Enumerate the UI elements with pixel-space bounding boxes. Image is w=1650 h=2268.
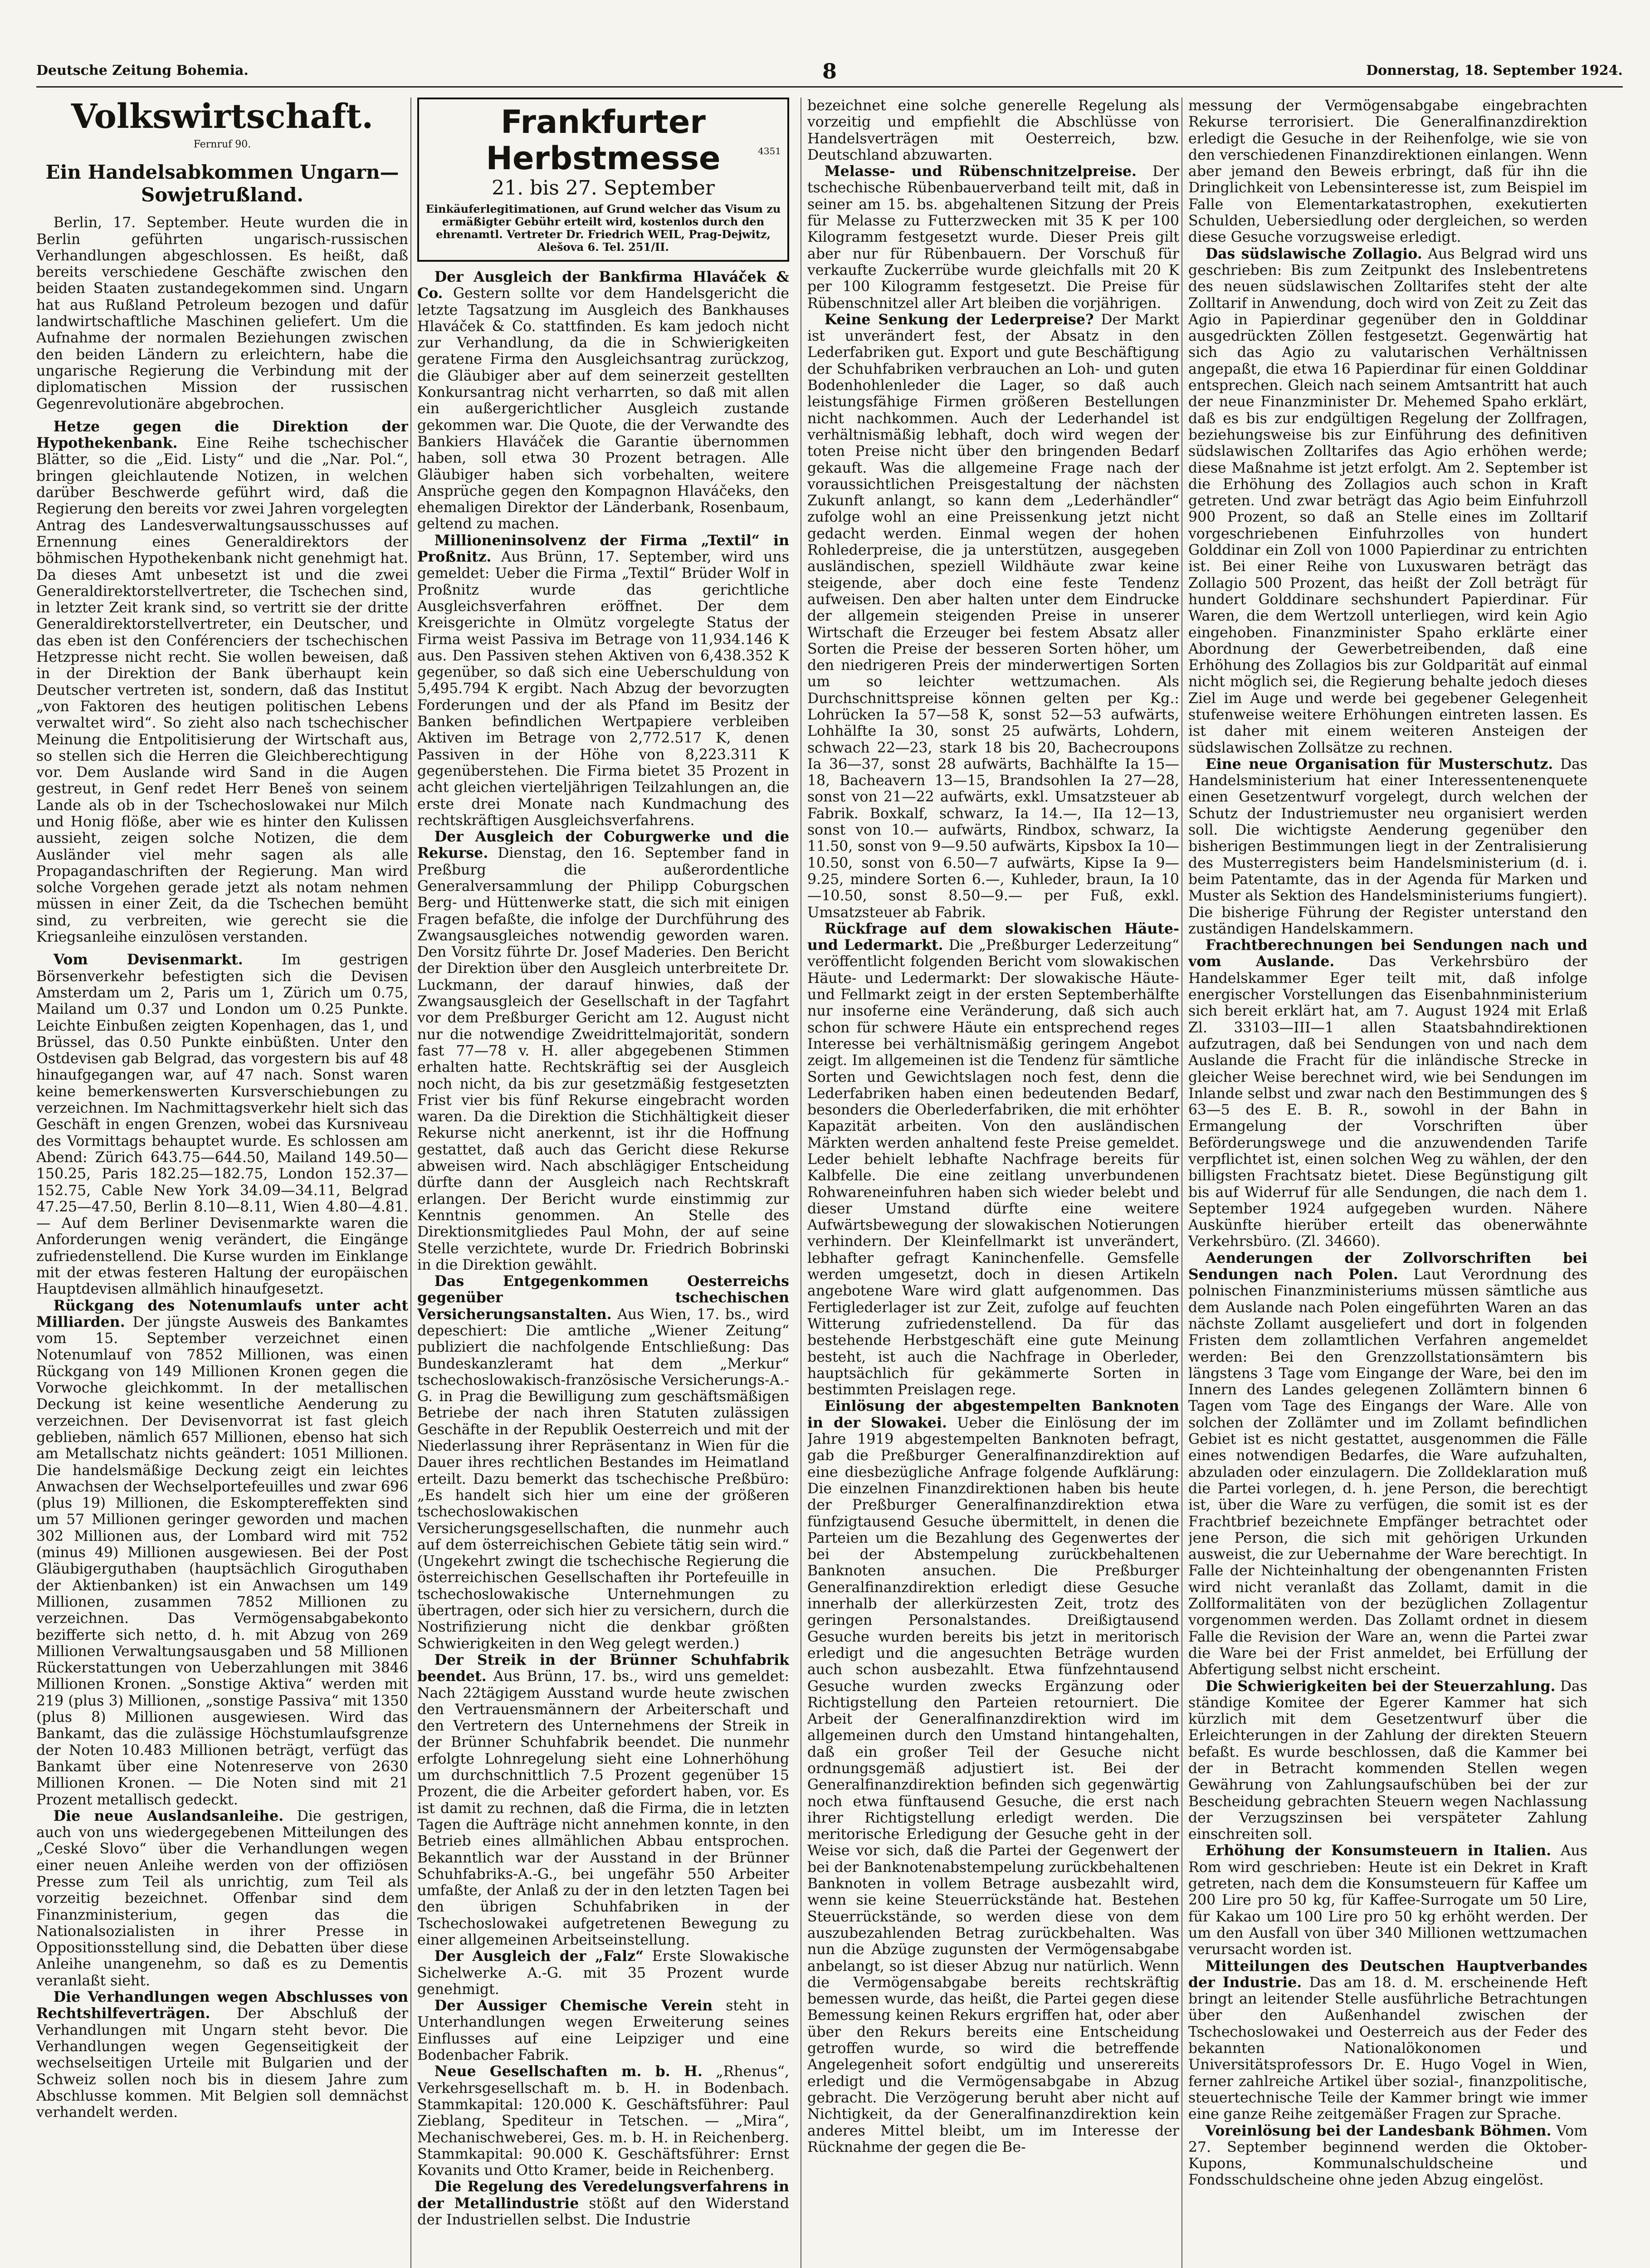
article-heading: Frachtberechnungen bei Sendungen nach und vom Auslande. <box>1188 937 1587 970</box>
article-paragraph <box>1188 1678 1587 1843</box>
article-paragraph <box>1188 1958 1587 2123</box>
ad-text: Einkäuferlegitimationen, auf Grund welcher das Visum zu ermäßigter Gebühr erteilt wird, kostenlos durch den ehrenamtl. Vertreter Dr. Friedrich WEIL, Prag-Dejwitz, Alešova 6. Tel. 251/II. <box>425 202 781 254</box>
article-paragraph: messung der Vermögensabgabe eingebrachten Rekurse terrorisiert. Die Generalfinanzdirektion erledigt die Gesuche in der Reihenfolge, wie sie von den verschiedenen Finanzdirektionen einlangen. Wenn aber jemand den Beweis erbringt, daß für ihn die Dringlichkeit von Lebensinteresse ist, zum Beispiel im Falle von Elementarkatastrophen, exekutierten Schulden, Uebersiedlung oder dergleichen, so werden diese Gesuche vorzugsweise erledigt. <box>1188 98 1587 246</box>
article-paragraph <box>417 2179 789 2228</box>
column-2 <box>417 98 789 2268</box>
article-heading: Der Ausgleich der „Falz“ <box>434 1948 644 1965</box>
article-text: Vom 27. September beginnend werden die Oktober-Kupons, Kommunalschuldscheine und Fondsschuldscheine ohne jeden Abzug eingelöst. <box>1188 2122 1587 2189</box>
article-text: Laut Verordnung des polnischen Finanzministeriums müssen sämtliche aus dem Auslande nach Polen eingeführten Waren an das nächste Zollamt ausgeliefert und dort in folgenden Fristen dem zollamtlichen Verfahren angemeldet werden: Bei den Grenzzollstationsämtern bis längstens 3 Tage vom Eingange der Ware, bei den im Innern des Landes gelegenen Zollämtern binnen 6 Tagen vom Tage des Eingangs der Ware. Alle von solchen der Zollämter und im Zollamt befindlichen Gebiet ist es nicht gestattet, ausgenommen die Fälle eines notwendigen Bedarfes, die Ware aufzuhalten, abzuladen oder einzulagern. Die Zolldeklaration muß die Partei vorlegen, d. h. jene Person, die berechtigt ist, über die Ware zu verfügen, die somit ist es der Frachtbrief bezeichnete Empfänger betrachtet oder jene Person, die sich mit gehörigen Urkunden ausweist, die zur Uebernahme der Ware berechtigt. In Falle der Nichteinhaltung der obengenannten Fristen wird nicht veranlaßt das Zollamt, damit in die Zollformalitäten von der bezüglichen Zollagentur vorgenommen werden. Das Zollamt ordnet in diesem Falle die Revision der Ware an, wenn die Partei zwar die Ware bei der Frist anmeldet, bei Erfüllung der Abfertigung selbst nicht erscheint. <box>1188 1266 1587 1678</box>
article-paragraph <box>417 2063 789 2179</box>
article-paragraph <box>417 1998 789 2063</box>
article-text: Aus Wien, 17. bs., wird depeschiert: Die amtliche „Wiener Zeitung“ publiziert die nachfolgende Entschließung: Das Bundeskanzleramt hat dem „Merkur“ tschechoslowakisch-französische Versicherungs-A.-G. in Prag die Bewilligung zum geschäftsmäßigen Betriebe der nach ihren Statuten zulässigen Geschäfte in der Republik Oesterreich und mit der Niederlassung ihrer Repräsentanz in Wien für die Dauer ihres rechtlichen Bestandes im Heimatland erteilt. Dazu bemerkt das tschechische Preßbüro: „Es handelt sich hier um eine der größeren tschechoslowakischen Versicherungsgesellschaften, die nunmehr auch auf dem österreichischen Gebiete tätig sein wird.“ (Ungekehrt zwingt die tschechische Regierung die österreichischen Gesellschaften ihr Portefeuille in tschechoslowakische Unternehmungen zu übertragen, oder sich hier zu versichern, durch die Nostrifizierung nicht die denkbar größten Schwierigkeiten in den Weg gelegt werden.) <box>417 1306 789 1652</box>
article-text: Gestern sollte vor dem Handelsgericht die letzte Tagsatzung im Ausgleich des Bankhauses Hlaváček & Co. stattfinden. Es kam jedoch nicht zur Verhandlung, da die in Schwierigkeiten geratene Firma den Ausgleichsantrag zurückzog, die Gläubiger aber auf dem seinerzeit gestellten Konkursantrag nicht verharrten, so daß mit allen ein außergerichtlicher Ausgleich zustande gekommen war. Die Quote, die der Verwandte des Bankiers Hlaváček die Garantie übernommen haben, soll etwa 30 Prozent betragen. Alle Gläubiger haben sich vorbehalten, weitere Ansprüche gegen den Kompagnon Hlaváčeks, den ehemaligen Direktor der Länderbank, Rosenbaum, geltend zu machen. <box>417 285 789 533</box>
article-heading: Neue Gesellschaften m. b. H. <box>434 2063 703 2080</box>
article-heading: Aenderungen der Zollvorschriften bei Sendungen nach Polen. <box>1188 1249 1587 1283</box>
article-text: „Rhenus“, Verkehrsgesellschaft m. b. H. in Bodenbach. Stammkapital: 120.000 K. Geschäftsführer: Paul Zieblang, Spediteur in Tetschen. — „Mira“, Mechanischweberei, Ges. m. b. H. in Reichenberg. Stammkapital: 90.000 K. Geschäftsführer: Ernst Kovanits und Otto Kramer, beide in Reichenberg. <box>417 2063 789 2179</box>
article-text: Im gestrigen Börsenverkehr befestigten sich die Devisen Amsterdam um 2, Paris um 1, Zürich um 0.75, Mailand um 0.37 und London um 0.25 Punkte. Leichte Einbußen zeigten Kopenhagen, das 1, und Brüssel, das 0.50 Punkte einbüßten. Unter den Ostdevisen gab Belgrad, das vorgestern bis auf 48 hinaufgegangen war, auf 47 nach. Sonst waren keine bemerkenswerten Kursverschiebungen zu verzeichnen. Im Nachmittagsverkehr hielt sich das Geschäft in engen Grenzen, wobei das Kursniveau des Vormittags behauptet wurde. Es schlossen am Abend: Zürich 643.75—644.50, Mailand 149.50—150.25, Paris 182.25—182.75, London 152.37—152.75, Cable New York 34.09—34.11, Belgrad 47.25—47.50, Berlin 8.10—8.11, Wien 4.80—4.81. — Auf dem Berliner Devisenmarkte waren die Anforderungen wenig verändert, die Eingänge zufriedenstellend. Die Kurse wurden im Einklange mit der etwas festeren Haltung der europäischen Hauptdevisen allmählich hinaufgesetzt. <box>36 952 408 1298</box>
article-heading: Das Entgegenkommen Oesterreichs gegenüber tschechischen Versicherungsanstalten. <box>417 1273 789 1323</box>
article-paragraph <box>1188 1843 1587 1958</box>
article-paragraph <box>417 533 789 829</box>
article-heading: Einlösung der abgestempelten Banknoten in der Slowakei. <box>807 1398 1179 1431</box>
article-paragraph <box>807 163 1179 312</box>
article-heading: Der Ausgleich der Bankfirma Hlaváček & Co. <box>417 269 789 302</box>
article-text: Das Verkehrsbüro der Handelskammer Eger teilt mit, daß infolge energischer Vorstellungen das Eisenbahnministerium sich bereit erklärt hat, am 7. August 1924 mit Erlaß Zl. 33103—III—1 allen Staatsbahndirektionen aufzutragen, daß bei Sendungen von und nach dem Auslande die Fracht für die inländische Strecke in gleicher Weise berechnet wird, wie bei Sendungen im Inlande selbst und zwar nach den Bestimmungen des § 63—5 des E. B. R., sowohl in der Bahn in Ermangelung der Vorschriften über Beförderungswege und die anzuwendenden Tarife verpflichtet ist, einen solchen Weg zu wählen, der den billigsten Frachtsatz bietet. Diese Begünstigung gilt bis auf Widerruf für alle Sendungen, die nach dem 1. September 1924 aufgegeben wurden. Nähere Auskünfte hierüber erteilt das obenerwähnte Verkehrsbüro. (Zl. 34660). <box>1188 953 1587 1250</box>
article-text: Die „Preßburger Lederzeitung“ veröffentlicht folgenden Bericht vom slowakischen Häute- und Ledermarkt: Der slowakische Häute- und Fellmarkt zeigt in der ersten Septemberhälfte nur insoferne eine Veränderung, daß sich auch schon für schwere Häute ein entsprechend reges Interesse bei verhältnismäßig geringem Angebot zeigt. Im allgemeinen ist die Tendenz für sämtliche Sorten und Gewichtslagen noch fest, denn die Lederfabriken haben einen bedeutenden Bedarf, besonders die Oberlederfabriken, die mit erhöhter Kapazität arbeiten. Von den ausländischen Märkten werden anhaltend feste Preise gemeldet. Leder behielt lebhafte Nachfrage bereits für Kalbfelle. Die eine zeitlang unverbundenen Rohwareneinfuhren haben sich wieder belebt und dieser Umstand dürfte eine weitere Aufwärtsbewegung der slowakischen Notierungen verhindern. Der Kleinfellmarkt ist unverändert, lebhafter gefragt Kaninchenfelle. Gemsfelle werden umgesetzt, doch in diesen Artikeln angebotene Ware wird glatt aufgenommen. Das Fertiglederlager ist zur Zeit, zufolge auf feuchten Witterung zufriedenstellend. Da für das bestehende Herbstgeschäft eine gute Meinung besteht, ist auch die Nachfrage in Oberleder, hauptsächlich für gekämmerte Sorten in bestimmten Preislagen rege. <box>807 937 1179 1398</box>
article-heading: Rückfrage auf dem slowakischen Häute- und Ledermarkt. <box>807 920 1179 954</box>
article-heading: Rückgang des Notenumlaufs unter acht Milliarden. <box>36 1297 408 1330</box>
article-text: steht in Unterhandlungen wegen Erweiterung seines Einflusses auf eine Leipziger und eine Bodenbacher Fabrik. <box>417 1998 789 2064</box>
section-phone: Fernruf 90. <box>193 139 251 150</box>
ad-dates: 21. bis 27. September <box>492 176 715 200</box>
article-text: Der Markt ist unverändert fest, der Absatz in den Lederfabriken gut. Export und gute Beschäftigung der Schuhfabriken verbrauchen an Loh- und guten Bodenhohlenleder die Lager, so daß auch leistungsfähige Firmen größeren Bestellungen nicht nachkommen. Auch der Lederhandel ist verhältnismäßig lebhaft, doch wird wegen der toten Preise nicht über den bringenden Bedarf gekauft. Was die allgemeine Frage nach der voraussichtlichen Preisgestaltung der nächsten Zukunft anlangt, so kann dem „Lederhändler“ zufolge wohl an eine Preissenkung jetzt nicht gedacht werden. Einmal wegen der hohen Rohlederpreise, die ja unterstützen, ausgegeben ausländischen, speziell Wildhäute zwar keine steigende, aber doch eine feste Tendenz aufweisen. Den aber halten unter dem Eindrucke der allgemein steigenden Preise in unserer Wirtschaft die Erzeuger bei festem Absatz aller Sorten die Preise der besseren Sorten höher, um den niedrigeren Preis der minderwertigen Sorten um so leichter wettzumachen. Als Durchschnittspreise können gelten per Kg.: Lohrücken Ia 57—58 K, sonst 52—53 aufwärts, Lohhälfte Ia 30, sonst 25 aufwärts, Lohdern, schwach 22—23, stark 18 bis 20, Bachecroupons Ia 36—37, sonst 28 aufwärts, Bachhälfte Ia 15—18, Bacheavern 13—15, Brandsohlen Ia 27—28, sonst von 21—22 aufwärts, exkl. Umsatzsteuer ab Fabrik. Boxkalf, schwarz, Ia 14.—, IIa 12—13, sonst von 10.— aufwärts, Rindbox, schwarz, Ia 11.50, sonst von 9—9.50 aufwärts, Kipsbox Ia 10—10.50, sonst von 6.50—7 aufwärts, Kipse Ia 9—9.25, mindere Sorten 6.—, Kuhleder, braun, Ia 10—10.50, sonst 8.50—9.— per Fuß, exkl. Umsatzsteuer ab Fabrik. <box>807 311 1179 921</box>
headline: Ein Handelsabkommen Ungarn—Sowjetrußland. <box>45 161 399 206</box>
article-heading: Voreinlösung bei der Landesbank Böhmen. <box>1205 2122 1552 2139</box>
page-number: 8 <box>822 59 837 83</box>
column-4 <box>1188 98 1587 2268</box>
article-heading: Der Aussiger Chemische Verein <box>434 1997 713 2014</box>
article-paragraph <box>417 1948 789 1998</box>
article-heading: Erhöhung der Konsumsteuern in Italien. <box>1205 1842 1552 1859</box>
article-heading: Vom Devisenmarkt. <box>53 951 243 968</box>
article-heading: Das südslawische Zollagio. <box>1205 245 1422 262</box>
column-rule <box>1181 98 1182 2268</box>
article-paragraph <box>36 1808 408 1989</box>
article-text: Der tschechische Rübenbauerverband teilt mit, daß in seiner am 15. bs. abgehaltenen Sitzung der Preis für Melasse zu Futterzwecken mit 35 K per 100 Kilogramm festgesetzt wurde. Dieser Preis gilt aber nur für Rübenbauern. Der Vorschuß für verkaufte Zuckerrübe wurde gleichfalls mit 20 K per 100 Kilogramm festgesetzt. Die Preise für Rübenschnitzel aller Art bleiben die vorjährigen. <box>807 163 1179 312</box>
article-text: Die gestrigen, auch von uns wiedergegebenen Mitteilungen des „Ceské Slovo“ über die Verhandlungen wegen einer neuen Anleihe werden von der offiziösen Presse zum Teil als unrichtig, zum Teil als vorzeitig bezeichnet. Offenbar sind dem Finanzministerium, gegen das die Nationalsozialisten in ihrer Presse in Oppositionsstellung sind, die Debatten über diese Anleihe unangenehm, so daß es zu Dementis veranlaßt sieht. <box>36 1808 408 1989</box>
article-paragraph <box>417 829 789 1273</box>
column-3 <box>807 98 1179 2268</box>
article-paragraph <box>807 312 1179 921</box>
article-text: Eine Reihe tschechischer Blätter, so die „Eid. Listy“ und die „Nar. Pol.“, bringen gleichlautende Notizen, in welchen darüber Beschwerde geführt wird, daß die Regierung den bereits vor zwei Jahren vorgelegten Antrag des Landesverwaltungsausschusses auf Ernennung eines Generaldirektors der böhmischen Hypothekenbank nicht genehmigt hat. Da dieses Amt unbesetzt ist und die zwei Generaldirektorstellvertreter, die Tschechen sind, in letzter Zeit krank sind, so vertritt sie der dritte Generaldirektorstellvertreter, ein Deutscher, und das eben ist den Conférenciers der tschechischen Hetzpresse nicht recht. Sie wollen beweisen, daß in der Direktion der Bank überhaupt kein Deutscher vertreten ist, sondern, daß das Institut „von Faktoren des heutigen politischen Lebens verwaltet wird“. So zieht also nach tschechischer Meinung die Entpolitisierung der Wirtschaft aus, so stellen sich die Herren die Gleichberechtigung vor. Dem Auslande wird Sand in die Augen gestreut, in Genf redet Herr Beneš von seinem Lande als ob in der Tschechoslowakei nur Milch und Honig flöße, aber wie es hinter den Kulissen aussieht, zeigen solche Notizen, die dem Ausländer viel mehr sagen als alle Propagandaschriften der Regierung. Man wird solche Vorgehen gerade jetzt als notam nehmen müssen in einer Zeit, da die Tschechen bemüht sind, zu verbreiten, wie gerecht sie die Kriegsanleihe einzulösen verstanden. <box>36 435 408 946</box>
column-rule <box>410 98 411 2268</box>
article-paragraph <box>36 1989 408 2121</box>
article-text: Aus Belgrad wird uns geschrieben: Bis zum Zeitpunkt des Inslebentretens des neuen südslawischen Zolltarifes steht der alte Zolltarif in Anwendung, doch wird von Zeit zu Zeit das Agio in Papierdinar gegenüber den in Golddinar ausgedrückten Zöllen festgesetzt. Gegenwärtig hat sich das Agio zu valutarischen Verhältnissen angepaßt, die etwa 16 Papierdinar für einen Golddinar entsprechen. Gleich nach seinem Amtsantritt hat auch der neue Finanzminister Dr. Mehemed Spaho erklärt, daß es bis zur endgültigen Regelung der Zollfragen, beziehungsweise bis zur Einführung des definitiven südslawischen Zolltarifes das Agio erhöhen werde; diese Maßnahme ist jetzt erfolgt. Am 2. September ist die Erhöhung des Zollagios auch schon in Kraft getreten. Und zwar beträgt das Agio beim Einfuhrzoll 900 Prozent, so daß an Stelle eines im Zolltarif vorgeschriebenen Einfuhrzolles von hundert Golddinar ein Zoll von 1000 Papierdinar zu entrichten ist. Bei einer Reihe von Luxuswaren beträgt das Zollagio 500 Prozent, das heißt der Zoll beträgt für hundert Golddinare sechshundert Papierdinar. Für Waren, die dem Wertzoll unterliegen, wird kein Agio eingehoben. Finanzminister Spaho erklärte einer Abordnung der Gewerbetreibenden, daß eine Erhöhung des Zollagios bis zur Goldparität auf einmal nicht möglich sei, die Regierung behalte jedoch dieses Ziel im Auge und werde bei gegebener Gelegenheit stufenweise weitere Erhöhungen eintreten lassen. Es ist daher mit einem weiteren Ansteigen der südslawischen Zollsätze zu rechnen. <box>1188 245 1587 756</box>
article-paragraph <box>1188 2123 1587 2189</box>
article-paragraph <box>417 1273 789 1652</box>
article-heading: Der Ausgleich der Coburgwerke und die Rekurse. <box>417 828 789 862</box>
ad-number: 4351 <box>758 146 781 156</box>
article-text: Aus Brünn, 17. September, wird uns gemeldet: Ueber die Firma „Textil“ Brüder Wolf in Proßnitz wurde das gerichtliche Ausgleichsverfahren eröffnet. Der dem Kreisgerichte in Olmütz vorgelegte Status der Firma weist Passiva im Betrage von 11,934.146 K aus. Den Passiven stehen Aktiven von 6,438.352 K gegenüber, so daß sich eine Ueberschuldung von 5,495.794 K ergibt. Nach Abzug der bevorzugten Forderungen und der als Pfand im Besitz der Banken befindlichen Wertpapiere verbleiben Aktiven im Betrage von 2,772.517 K, denen Passiven in der Höhe von 8,223.311 K gegenüberstehen. Die Firma bietet 35 Prozent in acht gleichen vierteljährigen Teilzahlungen an, die erste drei Monate nach Kundmachung des rechtskräftigen Ausgleichsverfahrens. <box>417 549 789 829</box>
running-header <box>36 59 1623 88</box>
article-heading: Die neue Auslandsanleihe. <box>53 1807 284 1824</box>
article-text: Aus Brünn, 17. bs., wird uns gemeldet: Nach 22tägigem Ausstand wurde heute zwischen den Vertrauensmännern der Arbeiterschaft und den Vertretern des Unternehmens der Streik in der Brünner Schuhfabrik beendet. Die nunmehr erfolgte Lohnregelung sieht eine Lohnerhöhung um durchschnittlich 7.5 Prozent gegenüber 15 Prozent, die die Arbeiter gefordert haben, vor. Es ist damit zu rechnen, daß die Firma, die in letzten Tagen die Aufträge nicht annehmen konnte, in den Betrieb eines allmählichen Abbau entsprochen. Bekanntlich war der Ausstand in der Brünner Schuhfabriks-A.-G., bei ungefähr 550 Arbeiter umfaßte, der Anlaß zu der in den letzten Tagen bei den übrigen Schuhfabriken in der Tschechoslowakei aufgetretenen Bewegung zu einer allgemeinen Arbeitseinstellung. <box>417 1668 789 1948</box>
article-heading: Melasse- und Rübenschnitzelpreise. <box>824 163 1137 180</box>
article-paragraph <box>807 921 1179 1398</box>
article-paragraph <box>36 1298 408 1808</box>
article-paragraph: bezeichnet eine solche generelle Regelung als vorzeitig und empfiehlt die Abschlüsse von Handelsverträgen mit Oesterreich, bzw. Deutschland abzuwarten. <box>807 98 1179 163</box>
article-paragraph <box>1188 937 1587 1250</box>
article-heading: Hetze gegen die Direktion der Hypothekenbank. <box>36 418 408 452</box>
article-text: Aus Rom wird geschrieben: Heute ist ein Dekret in Kraft getreten, nach dem die Konsumsteuern für Kaffee um 200 Lire pro 50 kg, für Kaffee-Surrogate um 50 Lire, für Kakao um 100 Lire pro 50 kg erhöht werden. Der um den Ausfall von über 340 Millionen wettzumachen verursacht worden ist. <box>1188 1843 1587 1958</box>
column-1 <box>36 98 408 2268</box>
issue-date: Donnerstag, 18. September 1924. <box>1366 63 1623 78</box>
article-heading: Der Streik in der Brünner Schuhfabrik beendet. <box>417 1651 789 1685</box>
article-text: Der Abschluß der Verhandlungen mit Ungarn steht bevor. Die Verhandlungen wegen Gegenseitigkeit der wechselseitigen Urteile mit Bulgarien und der Schweiz sollen noch bis in diesem Jahre zum Abschlusse kommen. Mit Belgien soll demnächst verhandelt werden. <box>36 2005 408 2121</box>
article-text: Der jüngste Ausweis des Bankamtes vom 15. September verzeichnet einen Notenumlauf von 7852 Millionen, was einen Rückgang von 149 Millionen Kronen gegen die Vorwoche gleichkommt. In der metallischen Deckung ist keine wesentliche Aenderung zu verzeichnen. Der Devisenvorrat ist fast gleich geblieben, nämlich 657 Millionen, ebenso hat sich am Metallschatz nichts geändert: 1051 Millionen. Die handelsmäßige Deckung zeigt ein leichtes Anwachsen der Wechselportefeuilles und zwar 696 (plus 19) Millionen, die Eskomptereffekten sind um 57 Millionen geringer geworden und machen 302 Millionen aus, der Lombard wird mit 752 (minus 49) Millionen ausgewiesen. Bei der Post Gläubigerguthaben (hauptsächlich Giroguthaben der Aktienbanken) ist ein Anwachsen um 149 Millionen, zusammen 7852 Millionen zu verzeichnen. Das Vermögensabgabekonto bezifferte sich netto, d. h. mit Abzug von 269 Millionen Verwaltungsausgaben und 58 Millionen Rückerstattungen von Ueberzahlungen mit 3846 Millionen Kronen. „Sonstige Aktiva“ werden mit 219 (plus 3) Millionen, „sonstige Passiva“ mit 1350 (plus 8) Millionen ausgewiesen. Wird das Bankamt, das die zulässige Höchstumlaufsgrenze der Noten 10.483 Millionen beträgt, verfügt das Bankamt über eine Notenreserve von 2630 Millionen Kronen. — Die Noten sind mit 21 Prozent metallisch gedeckt. <box>36 1314 408 1808</box>
article-paragraph <box>1188 756 1587 937</box>
section-title: Volkswirtschaft. <box>71 98 374 136</box>
article-paragraph <box>36 952 408 1297</box>
article-text: Ueber die Einlösung der im Jahre 1919 abgestempelten Banknoten befragt, gab die Preßburger Generalfinanzdirektion auf eine diesbezügliche Anfrage folgende Aufklärung: Die einzelnen Finanzdirektionen haben bis heute der Preßburger Generalfinanzdirektion etwa fünfzigtausend Gesuche übermittelt, in denen die Parteien um die Bezahlung des Gegenwertes der bei der Abstempelung zurückbehaltenen Banknoten ansuchen. Die Preßburger Generalfinanzdirektion erledigt diese Gesuche innerhalb der allerkürzesten Zeit, trotz des geringen Personalstandes. Dreißigtausend Gesuche wurden bereits bis jetzt in meritorisch erledigt und die angesuchten Beträge wurden auch schon ausbezahlt. Etwa fünfzehntausend Gesuche wurden zwecks Ergänzung oder Richtigstellung den Parteien retourniert. Die Arbeit der Generalfinanzdirektion wird im allgemeinen durch den Umstand hintangehalten, daß ein großer Teil der Gesuche nicht ordnungsgemäß adjustiert ist. Bei der Generalfinanzdirektion befinden sich gegenwärtig noch etwa fünftausend Gesuche, die erst nach ihrer Richtigstellung erledigt werden. Die meritorische Erledigung der Gesuche geht in der Weise vor sich, daß die Partei der Gegenwert der bei der Banknotenabstempelung zurückbehaltenen Banknoten in vollem Betrage ausbezahlt wird, wenn sie keine Steuerrückstände hat. Bestehen Steuerrückstände, so werden diese von dem auszubezahlenden Betrag zurückbehalten. Was nun die Abzüge zugunsten der Vermögensabgabe anbelangt, so ist dieser Abzug nur natürlich. Wenn die Vermögensabgabe bereits rechtskräftig bemessen wurde, das heißt, die Partei gegen diese Bemessung keinen Rekurs ergriffen hat, oder aber über den Rekurs bereits eine Entscheidung getroffen wurde, so wird die betreffende Angelegenheit sofort endgültig und unserereits erledigt und die Vermögensabgabe in Abzug gebracht. Die Verzögerung beruht aber nicht auf Nichtigkeit, da der Generalfinanzdirektion kein anderes Mittel bleibt, um im Interesse der Rücknahme der gegen die Be- <box>807 1414 1179 2156</box>
article-text: stößt auf den Widerstand der Industriellen selbst. Die Industrie <box>417 2195 789 2229</box>
article-text: Das am 18. d. M. erscheinende Heft bringt an leitender Stelle ausführliche Betrachtungen über den Außenhandel zwischen der Tschechoslowakei und Oesterreich aus der Feder des bekannten Nationalökonomen und Universitätsprofessors Dr. E. Hugo Vogel in Wien, ferner zahlreiche Artikel über sozial-, finanzpolitische, steuertechnische Teile der Kammer bringt wie immer eine ganze Reihe zeitgemäßer Fragen zur Sprache. <box>1188 1974 1587 2123</box>
article-paragraph <box>1188 246 1587 756</box>
article-paragraph: Berlin, 17. September. Heute wurden die in Berlin geführten ungarisch-russischen Verhandlungen abgeschlossen. Es heißt, daß bereits verschiedene Geschäfte zwischen den beiden Staaten zustandegekommen sind. Ungarn hat aus Rußland Petroleum bezogen und dafür landwirtschaftliche Maschinen geliefert. Um die Aufnahme der normalen Beziehungen zwischen den beiden Ländern zu erleichtern, habe die ungarische Regierung die Verbindung mit der diplomatischen Mission der russischen Gegenrevolutionäre abgebrochen. <box>36 215 408 412</box>
newspaper-name: Deutsche Zeitung Bohemia. <box>36 63 249 78</box>
article-paragraph <box>807 1398 1179 2156</box>
article-heading: Die Regelung des Veredelungsverfahrens in der Metallindustrie <box>417 2178 789 2212</box>
article-paragraph <box>417 1652 789 1948</box>
ad-title: Frankfurter Herbstmesse <box>486 103 721 177</box>
article-text: Das ständige Komitee der Egerer Kammer hat sich kürzlich mit dem Gesetzentwurf über die Erleichterungen in der Zahlung der direkten Steuern befaßt. Es wurde beschlossen, daß die Kammer bei der in Betracht kommenden Stellen wegen Gewährung von Zahlungsaufschüben bei der zur Bescheidung gebrachten Steuern wegen Nachlassung der Verzugszinsen bei verspäteter Zahlung einschreiten soll. <box>1188 1678 1587 1843</box>
article-paragraph <box>417 269 789 533</box>
article-heading: Mitteilungen des Deutschen Hauptverbandes der Industrie. <box>1188 1957 1587 1991</box>
article-heading: Eine neue Organisation für Musterschutz. <box>1205 755 1553 772</box>
article-heading: Millioneninsolvenz der Firma „Textil“ in Proßnitz. <box>417 532 789 566</box>
article-heading: Keine Senkung der Lederpreise? <box>824 311 1094 328</box>
advertisement <box>417 98 789 262</box>
article-text: Dienstag, den 16. September fand in Preßburg die außerordentliche Generalversammlung der Philipp Coburgschen Berg- und Hüttenwerke statt, die sich mit einigen Fragen befaßte, die infolge der Durchführung des Zwangsausgleiches notwendig geworden waren. Den Vorsitz führte Dr. Josef Maderies. Den Bericht der Direktion über den Ausgleich unterbreitete Dr. Luckmann, der darauf hinwies, daß der Zwangsausgleich der Gesellschaft in der Tagfahrt vor dem Preßburger Gericht am 12. August nicht nur die notwendige Zweidrittelmajorität, sondern fast 77—78 v. H. aller abgegebenen Stimmen erhalten hatte. Rechtskräftig sei der Ausgleich noch nicht, da bis zur gesetzmäßig festgesetzten Frist vier bis fünf Rekurse eingebracht worden waren. Da die Direktion die Stichhältigkeit dieser Rekurse nicht anerkennt, ist ihr die Hoffnung gestattet, daß auch das Gericht diese Rekurse abweisen wird. Nach abschlägiger Entscheidung dürfte dann der Ausgleich nach Rechtskraft erlangen. Der Bericht wurde einstimmig zur Kenntnis genommen. An Stelle des Direktionsmitgliedes Paul Mohn, der auf seine Stelle verzichtete, wurde Dr. Friedrich Bobrinski in die Direktion gewählt. <box>417 845 789 1273</box>
article-paragraph <box>36 419 408 946</box>
article-text: Das Handelsministerium hat einer Interessentenenquete einen Gesetzentwurf vorgelegt, durch welchen der Schutz der Industriemuster neu organisiert werden soll. Die wichtigste Aenderung gegenüber den bisherigen Bestimmungen liegt in der Zentralisierung des Musterregisters beim Handelsministerium (d. i. beim Patentamte, das in der Agenda für Marken und Muster als Sektion des Handelsministeriums fungiert). Die bisherige Führung der Register unterstand den zuständigen Handelskammern. <box>1188 756 1587 937</box>
article-text: Erste Slowakische Sichelwerke A.-G. mit 35 Prozent wurde genehmigt. <box>417 1948 789 1998</box>
article-heading: Die Schwierigkeiten bei der Steuerzahlung. <box>1205 1677 1556 1695</box>
article-heading: Die Verhandlungen wegen Abschlusses von Rechtshilfeverträgen. <box>36 1989 408 2022</box>
article-paragraph <box>1188 1250 1587 1678</box>
